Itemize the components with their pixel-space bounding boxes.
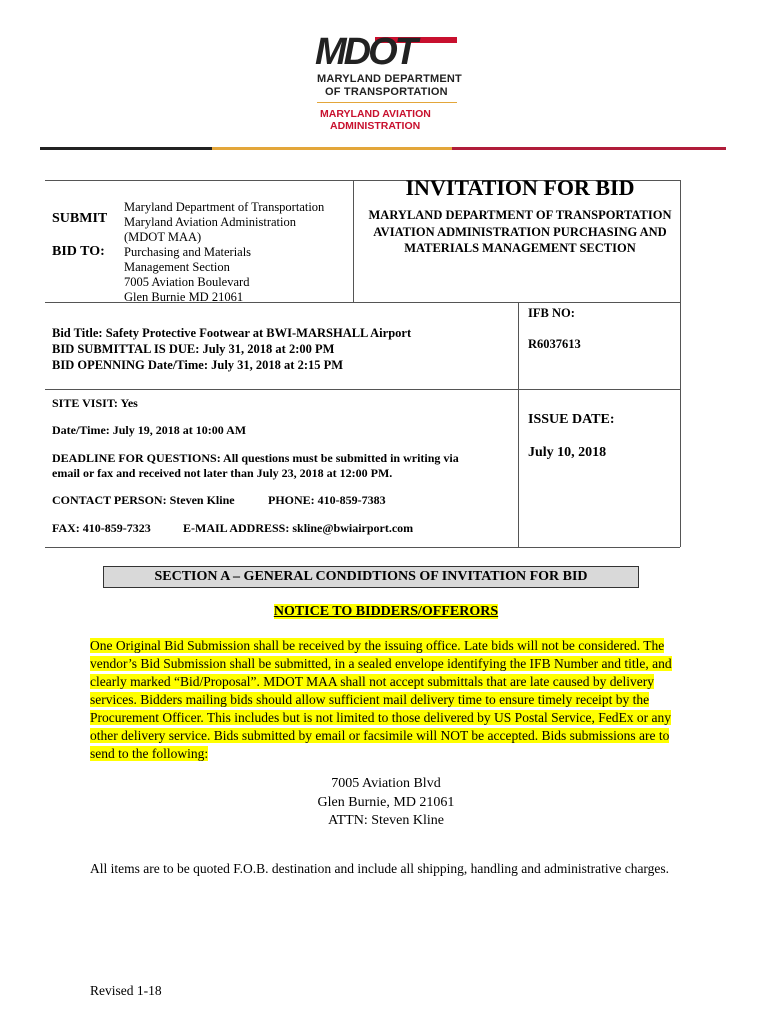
contact-person: CONTACT PERSON: Steven Kline (52, 493, 235, 507)
notice-title (90, 604, 682, 619)
submit-label: SUBMIT (52, 211, 108, 226)
issue-date-label: ISSUE DATE: (528, 412, 615, 427)
bid-due: BID SUBMITTAL IS DUE: July 31, 2018 at 2:00 PM (52, 342, 335, 356)
notice-body-text: One Original Bid Submission shall be received by the issuing office. Late bids will not be considered. The vendor’s Bid Submission shall be submitted, in a sealed envelope identifying the IFB Number and title, and clearly marked “Bid/Proposal”. MDOT MAA shall not accept submittals that are late caused by delivery services. Bidders mailing bids should allow sufficient mail delivery time to ensure timely receipt by the Procurement Officer. This includes but is not limited to those delivered by US Postal Service, FedEx or any other delivery service. Bids submitted by email or facsimile will NOT be accepted. Bids submissions are to send to the following: (90, 638, 672, 761)
mdot-logo (305, 30, 465, 130)
submit-address-line: Maryland Aviation Administration (124, 215, 296, 229)
contact-phone: PHONE: 410-859-7383 (268, 493, 386, 507)
ifb-title: INVITATION FOR BID (405, 175, 635, 200)
deadline-questions-cont: email or fax and received not later than July 23, 2018 at 12:00 PM. (52, 466, 393, 480)
header-rule (40, 147, 726, 150)
logo-line-3: MARYLAND AVIATION (320, 108, 431, 120)
submit-address-line: 7005 Aviation Boulevard (124, 275, 250, 289)
notice-address-line: ATTN: Steven Kline (328, 813, 444, 828)
issue-date-value: July 10, 2018 (528, 445, 607, 460)
notice-address-line: 7005 Aviation Blvd (331, 776, 441, 791)
site-visit: SITE VISIT: Yes (52, 396, 138, 410)
notice-title-text: NOTICE TO BIDDERS/OFFERORS (273, 604, 499, 619)
submit-address-line: Maryland Department of Transportation (124, 200, 325, 214)
logo-line-1: MARYLAND DEPARTMENT (317, 73, 462, 85)
logo-mark: MDOT (315, 31, 415, 73)
table-divider-2 (45, 389, 680, 390)
ifb-no-value: R6037613 (528, 337, 581, 351)
bid-title: Bid Title: Safety Protective Footwear at BWI-MARSHALL Airport (52, 326, 412, 340)
ifb-no-label: IFB NO: (528, 306, 575, 320)
submit-address-line: Management Section (124, 260, 230, 274)
submit-address-line: (MDOT MAA) (124, 230, 202, 244)
submit-address-line: Glen Burnie MD 21061 (124, 290, 244, 304)
site-visit-datetime: Date/Time: July 19, 2018 at 10:00 AM (52, 423, 247, 437)
ifb-agency: MARYLAND DEPARTMENT OF TRANSPORTATION AVIATION ADMINISTRATION PURCHASING AND MATERIALS MANAGEMENT SECTION (368, 208, 672, 255)
table-bottom-border (45, 547, 680, 548)
logo-line-4: ADMINISTRATION (330, 120, 421, 132)
bid-to-label: BID TO: (52, 244, 105, 259)
contact-fax: FAX: 410-859-7323 (52, 521, 151, 535)
table-vertical-1 (353, 180, 354, 302)
logo-divider (317, 102, 457, 103)
contact-email: E-MAIL ADDRESS: skline@bwiairport.com (183, 521, 414, 535)
notice-address-line: Glen Burnie, MD 21061 (317, 795, 455, 810)
bid-opening: BID OPENNING Date/Time: July 31, 2018 at 2:15 PM (52, 358, 344, 372)
logo-line-2: OF TRANSPORTATION (325, 86, 448, 98)
table-right-border (680, 180, 681, 547)
section-title: SECTION A – GENERAL CONDIDTIONS OF INVITATION FOR BID (154, 569, 588, 584)
table-vertical-2 (518, 302, 519, 547)
fob-paragraph: All items are to be quoted F.O.B. destination and include all shipping, handling and administrative charges. (90, 861, 670, 876)
revision-note: Revised 1-18 (90, 983, 162, 998)
deadline-questions: DEADLINE FOR QUESTIONS: All questions must be submitted in writing via (52, 451, 459, 465)
notice-body (90, 637, 682, 763)
submit-address-line: Purchasing and Materials (124, 245, 252, 259)
